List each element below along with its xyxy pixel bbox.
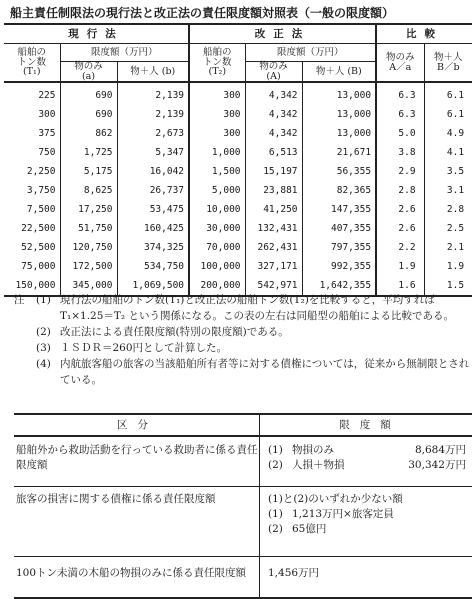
table-row <box>4 124 472 143</box>
limit-cell <box>260 436 473 487</box>
note-key: (3) <box>36 342 51 354</box>
table-cell: 262,431 <box>245 238 302 257</box>
table-cell: 26,737 <box>117 181 189 200</box>
table-cell: 690 <box>60 82 117 105</box>
table-row <box>4 238 472 257</box>
table-cell: 1,500 <box>189 162 245 181</box>
limit-line-text: (1)と(2)のいずれか少ない額 <box>268 493 403 505</box>
table-cell: 200,000 <box>189 276 245 296</box>
table-cell: 22,500 <box>21 222 56 234</box>
table-cell: 6.3 <box>376 82 424 105</box>
limit-line-number: (2) <box>268 523 283 535</box>
note-text: 現行法の船舶のトン数(T₁)と改正法の船舶トン数(T₂)を比較すると，平均すれば T₁×1.25＝T₂ という関係になる。この表の左右は同船型の船舶による比較である。 <box>60 294 454 322</box>
table-cell: 1.9 <box>376 257 424 276</box>
table-cell: 6.1 <box>424 82 472 105</box>
table-row <box>4 143 472 162</box>
limit-line-text: 物損のみ <box>292 444 334 456</box>
table-row <box>4 200 472 219</box>
table-row <box>14 487 472 557</box>
note-label <box>14 340 36 356</box>
table-cell: 374,325 <box>117 238 189 257</box>
table-cell: 82,365 <box>302 181 376 200</box>
limit-line <box>268 507 472 522</box>
ratio-goods-header: 物のみ A／a <box>376 44 424 83</box>
table-cell: 1.6 <box>376 276 424 296</box>
category-cell: 100トン未満の木船の物損のみに係る責任限度額 <box>14 557 260 599</box>
table-cell: 5,347 <box>117 143 189 162</box>
table-row <box>4 181 472 200</box>
note-key: (1) <box>36 294 51 306</box>
table-cell: 4,342 <box>245 82 302 105</box>
table-cell: 2.8 <box>376 181 424 200</box>
table-row <box>4 105 472 124</box>
category-cell: 旅客の損害に関する債権に係る責任限度額 <box>14 487 260 557</box>
table-cell: 10,000 <box>189 200 245 219</box>
table-cell: 13,000 <box>302 105 376 124</box>
limit-line <box>268 458 472 473</box>
table-cell: 2.1 <box>424 238 472 257</box>
table-cell: 13,000 <box>302 124 376 143</box>
table-cell: 327,171 <box>245 257 302 276</box>
limit-line <box>268 492 472 507</box>
table-cell: 8,625 <box>60 181 117 200</box>
table-cell: 2.6 <box>376 219 424 238</box>
table-cell: 2.6 <box>376 200 424 219</box>
table-cell: 6.3 <box>376 105 424 124</box>
limit-cell <box>260 487 473 557</box>
table-cell: 3,750 <box>26 184 56 196</box>
table-cell: 41,250 <box>245 200 302 219</box>
note-key: (2) <box>36 326 51 338</box>
table-cell: 53,475 <box>117 200 189 219</box>
table-cell: 375 <box>38 127 56 139</box>
table-cell: 21,671 <box>302 143 376 162</box>
note-item <box>14 356 472 388</box>
table-cell: 2,673 <box>117 124 189 143</box>
table-cell: 542,971 <box>245 276 302 296</box>
group-comparison: 比較 <box>376 24 472 44</box>
table-cell: 407,355 <box>302 219 376 238</box>
note-text: 改正法による責任限度額(特別の限度額)である。 <box>60 326 289 338</box>
table-cell: 300 <box>189 105 245 124</box>
table-cell: 150,000 <box>4 276 60 296</box>
table-cell: 15,197 <box>245 162 302 181</box>
table-cell: 2.2 <box>376 238 424 257</box>
table-cell: 2.9 <box>376 162 424 181</box>
note-item <box>14 292 472 324</box>
table-row <box>4 257 472 276</box>
limit-header: 限度額 <box>260 414 473 436</box>
table-cell: 300 <box>189 82 245 105</box>
table-cell: 16,042 <box>117 162 189 181</box>
note-label: 注 <box>14 294 25 306</box>
goods-only-current-header: 物のみ (a) <box>60 62 117 83</box>
table-cell: 797,355 <box>302 238 376 257</box>
table-cell: 132,431 <box>245 219 302 238</box>
group-revised-law: 改正法 <box>189 24 376 44</box>
table-cell: 4.1 <box>424 143 472 162</box>
table-cell: 2,250 <box>26 165 56 177</box>
limit-line-number: (1) <box>268 444 283 456</box>
table-cell: 5.0 <box>376 124 424 143</box>
table-cell: 4,342 <box>245 124 302 143</box>
category-cell: 船舶外から救助活動を行っている救助者に係る責任限度額 <box>14 436 260 487</box>
table-cell: 147,355 <box>302 200 376 219</box>
goods-people-current-header: 物＋人 (b) <box>117 62 189 83</box>
table-cell: 1.9 <box>424 257 472 276</box>
limit-line-text: 1,456万円 <box>268 567 320 579</box>
table-cell: 3.8 <box>376 143 424 162</box>
limit-current-header: 限度額（万円） <box>60 44 189 62</box>
table-row <box>4 82 472 105</box>
table-cell: 750 <box>38 146 56 158</box>
table-cell: 2.5 <box>424 219 472 238</box>
table-cell: 3.1 <box>424 181 472 200</box>
table-cell: 1,642,355 <box>302 276 376 296</box>
table-cell: 3.5 <box>424 162 472 181</box>
table-cell: 160,425 <box>117 219 189 238</box>
table-cell: 690 <box>60 105 117 124</box>
note-label <box>14 324 36 340</box>
table-cell: 4,342 <box>245 105 302 124</box>
table-cell: 300 <box>189 124 245 143</box>
table-row <box>4 219 472 238</box>
table-cell: 1.5 <box>424 276 472 296</box>
limit-cell <box>260 557 473 599</box>
table-cell: 70,000 <box>189 238 245 257</box>
table-row <box>14 557 472 599</box>
table-cell: 7,500 <box>26 203 56 215</box>
table-cell: 1,000 <box>189 143 245 162</box>
note-item <box>14 324 472 340</box>
table-cell: 17,250 <box>60 200 117 219</box>
page-title: 船主責任制限法の現行法と改正法の責任限度額対照表（一般の限度額） <box>10 6 395 20</box>
limit-line-text: 人損＋物損 <box>292 459 345 471</box>
note-text: 内航旅客船の旅客の当該船舶所有者等に対する債権については，従来から無制限とされている。 <box>60 358 470 386</box>
table-cell: 534,750 <box>117 257 189 276</box>
table-cell: 992,355 <box>302 257 376 276</box>
note-key: (4) <box>36 358 51 370</box>
table-cell: 13,000 <box>302 82 376 105</box>
tonnage-current-header: 船舶の トン数 (T₁) <box>4 44 60 83</box>
limit-line <box>268 522 472 537</box>
table-cell: 5,000 <box>189 181 245 200</box>
limit-line <box>268 566 472 581</box>
limit-line-amount: 30,342万円 <box>408 459 466 471</box>
table-cell: 1,069,500 <box>117 276 189 296</box>
goods-only-revised-header: 物のみ (A) <box>245 62 302 83</box>
table-cell: 172,500 <box>60 257 117 276</box>
category-header: 区分 <box>14 414 260 436</box>
note-text: １ＳＤＲ＝260円として計算した。 <box>60 342 228 354</box>
table-row <box>14 436 472 487</box>
special-limit-table <box>14 413 472 599</box>
ratio-both-header: 物＋人 B／b <box>424 44 472 83</box>
group-current-law: 現行法 <box>4 24 189 44</box>
table-cell: 23,881 <box>245 181 302 200</box>
table-cell: 120,750 <box>60 238 117 257</box>
table-cell: 30,000 <box>189 219 245 238</box>
notes <box>14 292 472 388</box>
table-cell: 100,000 <box>189 257 245 276</box>
table-cell: 5,175 <box>60 162 117 181</box>
limit-line-number: (2) <box>268 459 283 471</box>
note-item <box>14 340 472 356</box>
table-row <box>4 162 472 181</box>
table-cell: 300 <box>38 108 56 120</box>
table-cell: 345,000 <box>60 276 117 296</box>
tonnage-revised-header: 船舶の トン数 (T₂) <box>189 44 245 83</box>
liability-comparison-table <box>4 23 472 297</box>
table-cell: 4.9 <box>424 124 472 143</box>
table-cell: 862 <box>60 124 117 143</box>
table-cell: 2,139 <box>117 105 189 124</box>
table-cell: 225 <box>38 89 56 101</box>
table-cell: 6.1 <box>424 105 472 124</box>
table-cell: 6,513 <box>245 143 302 162</box>
table-cell: 56,355 <box>302 162 376 181</box>
table-cell: 75,000 <box>21 260 56 272</box>
table-cell: 51,750 <box>60 219 117 238</box>
table-cell: 2.8 <box>424 200 472 219</box>
table-cell: 2,139 <box>117 82 189 105</box>
note-label <box>14 356 36 388</box>
limit-line <box>268 443 472 458</box>
limit-line-number: (1) <box>268 508 283 520</box>
goods-people-revised-header: 物＋人 (B) <box>302 62 376 83</box>
limit-line-text: 1,213万円×旅客定員 <box>292 508 394 520</box>
limit-line-amount: 8,684万円 <box>414 444 466 456</box>
table-cell: 52,500 <box>21 241 56 253</box>
limit-revised-header: 限度額（万円） <box>245 44 376 62</box>
table-cell: 1,725 <box>60 143 117 162</box>
limit-line-text: 65億円 <box>292 523 327 535</box>
